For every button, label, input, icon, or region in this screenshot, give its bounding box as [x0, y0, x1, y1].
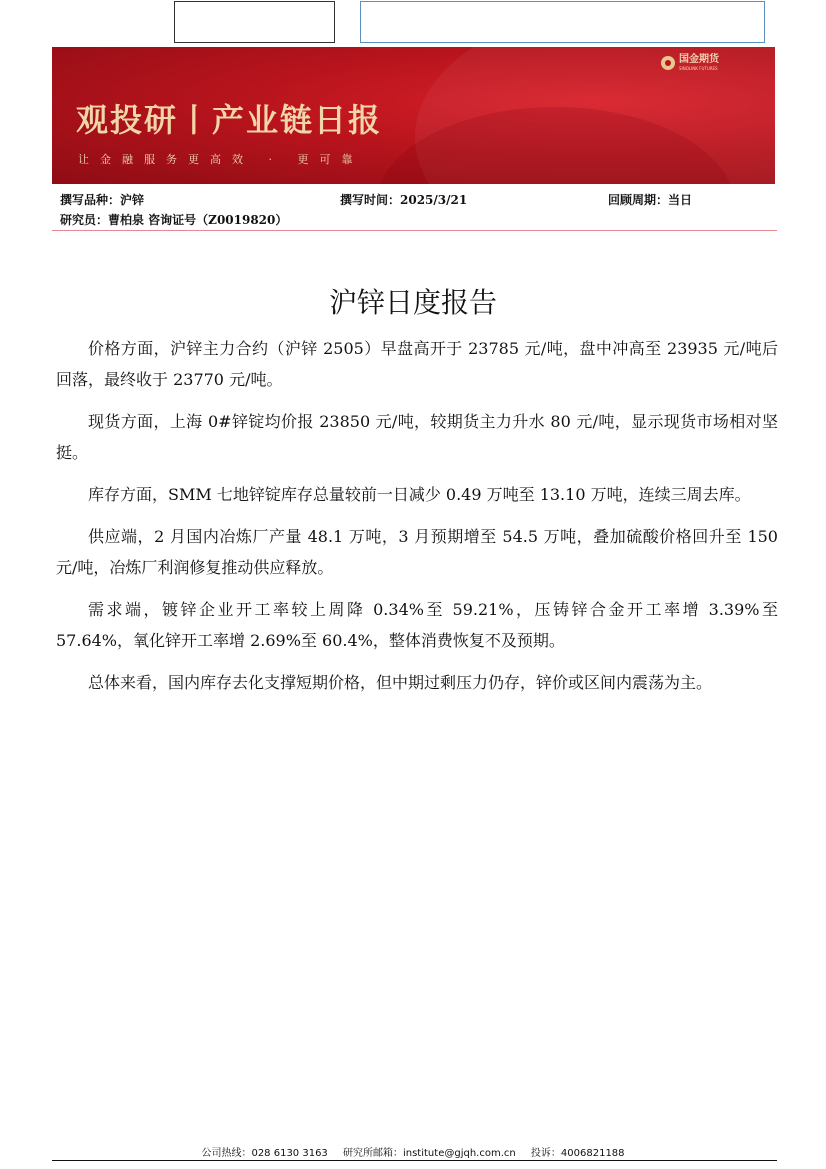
meta-period: 回顾周期：当日 — [608, 193, 693, 207]
paragraph-demand: 需求端，镀锌企业开工率较上周降 0.34%至 59.21%，压铸锌合金开工率增 3.39%至 57.64%，氧化锌开工率增 2.69%至 60.4%，整体消费恢复不及预期。 — [56, 600, 778, 650]
paragraph-supply: 供应端，2 月国内冶炼厂产量 48.1 万吨，3 月预期增至 54.5 万吨，叠加硫酸价格回升至 150 元/吨，冶炼厂利润修复推动供应释放。 — [56, 527, 778, 577]
header-box-right — [360, 1, 765, 43]
paragraph-spot: 现货方面，上海 0#锌锭均价报 23850 元/吨，较期货主力升水 80 元/吨，显示现货市场相对坚挺。 — [56, 412, 778, 462]
logo-icon — [661, 56, 675, 70]
page-title: 沪锌日度报告 — [328, 285, 497, 319]
meta-time: 撰写时间：2025/3/21 — [340, 193, 468, 207]
meta-variety: 撰写品种：沪锌 — [60, 193, 145, 207]
footer-complaint: 投诉：4006821188 — [530, 1148, 625, 1159]
report-banner — [52, 47, 775, 184]
footer-hotline: 公司热线：028 6130 3163 — [201, 1148, 328, 1159]
paragraph-inventory: 库存方面，SMM 七地锌锭库存总量较前一日减少 0.49 万吨至 13.10 万吨，连续三周去库。 — [88, 485, 751, 504]
report-body — [56, 333, 778, 709]
meta-researcher: 研究员：曹柏泉 咨询证号（Z0019820） — [60, 213, 288, 227]
company-logo — [661, 55, 719, 71]
footer-divider — [52, 1160, 777, 1161]
header-box-left — [174, 1, 335, 43]
logo-name: 国金期货 — [679, 54, 719, 65]
footer-email: 研究所邮箱：institute@gjqh.com.cn — [342, 1148, 516, 1159]
divider — [52, 230, 777, 231]
logo-english-name: SINOLINK FUTURES — [679, 66, 718, 71]
banner-slogan: 让金融服务更高效 · 更可靠 — [78, 153, 364, 166]
page-footer — [0, 1144, 826, 1159]
banner-title: 观投研丨产业链日报 — [76, 101, 383, 139]
paragraph-price: 价格方面，沪锌主力合约（沪锌 2505）早盘高开于 23785 元/吨，盘中冲高至 23935 元/吨后回落，最终收于 23770 元/吨。 — [56, 339, 778, 389]
paragraph-summary: 总体来看，国内库存去化支撑短期价格，但中期过剩压力仍存，锌价或区间内震荡为主。 — [88, 673, 713, 692]
